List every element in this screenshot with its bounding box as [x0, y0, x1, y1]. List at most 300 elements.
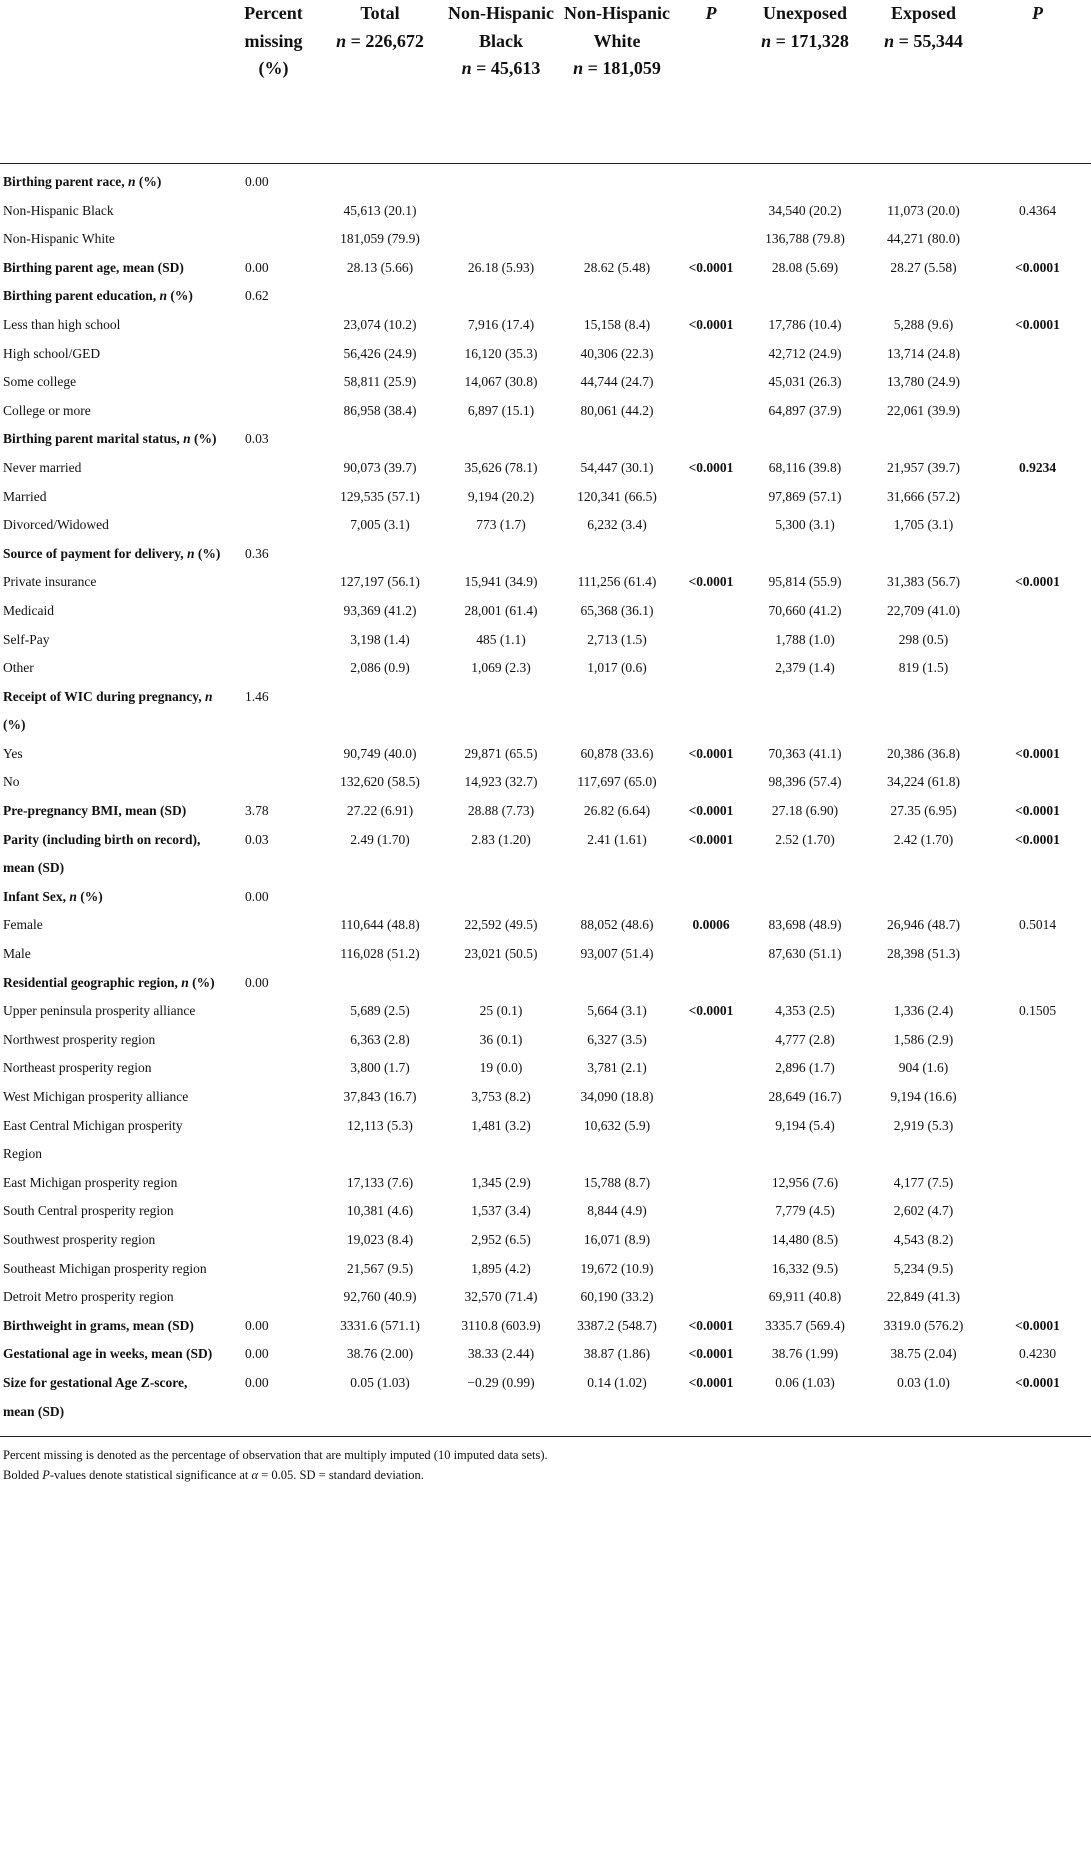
cell-exposed: [863, 683, 984, 740]
row-label: East Central Michigan prosperity Region: [3, 1117, 183, 1162]
table-row: [0, 340, 1091, 369]
cell-non-hispanic-black: 1,345 (2.9): [471, 1174, 531, 1190]
cell-non-hispanic-white: 6,232 (3.4): [587, 517, 647, 533]
cell-unexposed: 17,786 (10.4): [768, 316, 842, 332]
cell-non-hispanic-white: 6,327 (3.5): [587, 1031, 647, 1047]
cell-total: 17,133 (7.6): [346, 1174, 414, 1190]
header-non-hispanic-white: [559, 0, 675, 164]
cell-percent-missing: [230, 454, 317, 483]
cell-p-value-race: [675, 626, 747, 655]
cell-non-hispanic-white: 28.62 (5.48): [583, 259, 651, 275]
cell-non-hispanic-black: [443, 425, 559, 454]
cell-p-value-race: <0.0001: [688, 316, 734, 332]
table-row: [0, 1026, 1091, 1055]
cell-total: 129,535 (57.1): [340, 488, 420, 504]
row-label: Southeast Michigan prosperity region: [3, 1260, 207, 1276]
row-label: No: [3, 774, 20, 790]
cell-non-hispanic-black: 38.33 (2.44): [467, 1346, 535, 1362]
cell-percent-missing: [230, 911, 317, 940]
cell-total: 127,197 (56.1): [340, 574, 420, 590]
cell-p-value-race: <0.0001: [688, 459, 734, 475]
row-label: Other: [3, 660, 34, 676]
cell-non-hispanic-white: 2,713 (1.5): [587, 631, 647, 647]
table-row-variable: [0, 282, 1091, 311]
cell-non-hispanic-white: 80,061 (44.2): [580, 402, 654, 418]
cell-p-value-race: [675, 1026, 747, 1055]
cell-unexposed: 5,300 (3.1): [775, 517, 835, 533]
cell-p-value-race: [675, 1169, 747, 1198]
cell-non-hispanic-black: 6,897 (15.1): [467, 402, 535, 418]
cell-total: 86,958 (38.4): [343, 402, 417, 418]
cell-unexposed: 0.06 (1.03): [747, 1369, 863, 1437]
row-label: Married: [3, 488, 47, 504]
table-row-variable: [0, 683, 1091, 740]
cell-unexposed: 9,194 (5.4): [775, 1117, 835, 1133]
cell-non-hispanic-white: 117,697 (65.0): [577, 774, 657, 790]
cell-p-value-race: <0.0001: [688, 831, 734, 847]
cell-exposed: [863, 164, 984, 197]
cell-unexposed: 42,712 (24.9): [768, 345, 842, 361]
row-label: Less than high school: [3, 316, 121, 332]
cell-non-hispanic-white: [559, 197, 675, 226]
row-label: College or more: [3, 402, 91, 418]
table-row: [0, 483, 1091, 512]
header-white-n: n = 181,059: [573, 58, 661, 78]
cell-p-value-exposure: 0.9234: [1018, 459, 1057, 475]
cell-non-hispanic-black: 25 (0.1): [479, 1003, 523, 1019]
table-row-variable: [0, 1312, 1091, 1341]
cell-percent-missing: [230, 568, 317, 597]
cell-exposed: 4,177 (7.5): [893, 1174, 954, 1190]
header-non-hispanic-black: [443, 0, 559, 164]
cell-p-value-exposure: [984, 511, 1091, 540]
header-exposed-label: Exposed: [890, 3, 957, 23]
cell-non-hispanic-black: 1,481 (3.2): [471, 1117, 531, 1133]
cell-non-hispanic-black: 28.88 (7.73): [467, 803, 535, 819]
row-label: West Michigan prosperity alliance: [3, 1089, 189, 1104]
cell-p-value-race: [675, 368, 747, 397]
cell-p-value-race: <0.0001: [675, 1369, 747, 1437]
cell-p-value-exposure: <0.0001: [1015, 259, 1060, 275]
cell-non-hispanic-white: [559, 969, 675, 998]
header-total: [317, 0, 443, 164]
cell-p-value-race: [675, 883, 747, 912]
cell-non-hispanic-black: 19 (0.0): [479, 1060, 523, 1076]
cell-p-value-race: [675, 483, 747, 512]
cell-p-value-race: [675, 164, 747, 197]
row-label: Birthweight in grams, mean (SD): [3, 1317, 194, 1333]
table-row-variable: [0, 1340, 1091, 1369]
cell-p-value-exposure: [984, 282, 1091, 311]
row-label: High school/GED: [3, 345, 101, 361]
header-exposed: [863, 0, 984, 164]
cell-total: [317, 282, 443, 311]
cell-exposed: 298 (0.5): [898, 631, 949, 647]
cell-percent-missing: 0.00: [245, 174, 269, 189]
cell-non-hispanic-black: 29,871 (65.5): [464, 745, 538, 761]
cell-total: 3,800 (1.7): [350, 1060, 410, 1076]
cell-non-hispanic-white: 38.87 (1.86): [583, 1346, 651, 1362]
cell-non-hispanic-white: [559, 540, 675, 569]
cell-non-hispanic-black: [443, 225, 559, 254]
cell-total: 110,644 (48.8): [340, 917, 420, 933]
cell-percent-missing: [230, 1226, 317, 1255]
cell-exposed: 819 (1.5): [898, 660, 949, 676]
cell-p-value-race: [675, 340, 747, 369]
cell-p-value-exposure: [984, 883, 1091, 912]
cell-p-value-race: 0.0006: [692, 917, 730, 933]
row-label: Never married: [3, 459, 82, 475]
table-row: [0, 1083, 1091, 1112]
cell-percent-missing: [230, 768, 317, 797]
cell-non-hispanic-white: 16,071 (8.9): [583, 1231, 651, 1247]
cell-exposed: 22,709 (41.0): [886, 602, 961, 618]
footnote-missing: Percent missing is denoted as the percentage of observation that are multiply imputed (10 imputed data sets).: [3, 1448, 548, 1463]
cell-non-hispanic-white: 3387.2 (548.7): [577, 1317, 657, 1333]
table-row: [0, 654, 1091, 683]
cell-p-value-exposure: <0.0001: [984, 1369, 1091, 1437]
cell-exposed: [863, 282, 984, 311]
cell-unexposed: [747, 540, 863, 569]
table-row: [0, 225, 1091, 254]
cell-exposed: 0.03 (1.0): [863, 1369, 984, 1437]
cell-non-hispanic-white: 44,744 (24.7): [580, 374, 654, 390]
cell-unexposed: [747, 683, 863, 740]
cell-non-hispanic-white: 8,844 (4.9): [587, 1203, 647, 1219]
cell-p-value-exposure: [984, 425, 1091, 454]
cell-non-hispanic-black: 23,021 (50.5): [464, 946, 538, 962]
cell-total: [317, 425, 443, 454]
row-label: Detroit Metro prosperity region: [3, 1289, 174, 1305]
cell-exposed: [863, 883, 984, 912]
cell-exposed: 28.27 (5.58): [890, 259, 957, 275]
cell-percent-missing: [230, 740, 317, 769]
cell-percent-missing: 0.62: [245, 288, 269, 304]
cell-non-hispanic-black: 2.83 (1.20): [471, 831, 531, 847]
cell-total: [317, 883, 443, 912]
cell-total: 56,426 (24.9): [343, 345, 417, 361]
header-total-n: n = 226,672: [336, 30, 424, 51]
cell-total: 2,086 (0.9): [350, 660, 410, 676]
cell-p-value-race: <0.0001: [688, 803, 734, 819]
cell-p-value-exposure: <0.0001: [1015, 574, 1060, 590]
cell-p-value-exposure: [984, 1054, 1091, 1083]
cell-non-hispanic-white: 120,341 (66.5): [577, 488, 657, 504]
cell-unexposed: [747, 969, 863, 998]
cell-non-hispanic-black: 14,067 (30.8): [464, 374, 538, 390]
header-characteristic: [0, 0, 230, 164]
cell-p-value-exposure: [984, 626, 1091, 655]
cell-non-hispanic-black: 3,753 (8.2): [471, 1089, 531, 1104]
cell-p-value-exposure: 0.1505: [1018, 1003, 1057, 1019]
cell-exposed: [863, 425, 984, 454]
cell-exposed: 13,780 (24.9): [886, 374, 961, 390]
table-row: [0, 740, 1091, 769]
cell-unexposed: 64,897 (37.9): [768, 402, 842, 418]
cell-total: 3,198 (1.4): [350, 631, 410, 647]
cell-p-value-exposure: [984, 1255, 1091, 1284]
cell-p-value-exposure: [984, 397, 1091, 426]
cell-p-value-exposure: <0.0001: [1015, 803, 1060, 819]
cell-non-hispanic-black: 32,570 (71.4): [464, 1289, 538, 1305]
cell-non-hispanic-white: [559, 683, 675, 740]
cell-exposed: 44,271 (80.0): [886, 231, 961, 247]
cell-exposed: 26,946 (48.7): [886, 917, 961, 933]
cell-percent-missing: [230, 1054, 317, 1083]
cell-non-hispanic-white: 60,190 (33.2): [580, 1289, 654, 1305]
cell-p-value-exposure: [984, 340, 1091, 369]
cell-non-hispanic-black: 773 (1.7): [476, 517, 526, 533]
cell-exposed: 34,224 (61.8): [886, 774, 961, 790]
cell-non-hispanic-black: [443, 683, 559, 740]
cell-non-hispanic-white: 15,788 (8.7): [583, 1174, 651, 1190]
row-label: Parity (including birth on record), mean (SD): [3, 831, 201, 876]
cell-exposed: 2,919 (5.3): [893, 1117, 954, 1133]
cell-total: [317, 969, 443, 998]
cell-non-hispanic-black: 485 (1.1): [476, 631, 526, 647]
cell-unexposed: 3335.7 (569.4): [765, 1317, 845, 1333]
header-unexposed-label: Unexposed: [762, 3, 847, 23]
table-row: [0, 997, 1091, 1026]
cell-non-hispanic-black: [443, 164, 559, 197]
cell-p-value-race: <0.0001: [688, 1003, 734, 1019]
cell-p-value-race: [675, 768, 747, 797]
cell-non-hispanic-black: 26.18 (5.93): [467, 259, 535, 275]
cell-exposed: 31,383 (56.7): [886, 574, 961, 590]
table-row-variable: [0, 826, 1091, 883]
cell-unexposed: 70,363 (41.1): [768, 745, 842, 761]
cell-unexposed: 14,480 (8.5): [771, 1231, 839, 1247]
cell-non-hispanic-black: [443, 969, 559, 998]
cell-unexposed: 45,031 (26.3): [768, 374, 842, 390]
table-row: [0, 568, 1091, 597]
cell-non-hispanic-black: 2,952 (6.5): [471, 1231, 531, 1247]
cell-non-hispanic-black: 28,001 (61.4): [464, 602, 538, 618]
table-row-variable: [0, 540, 1091, 569]
cell-exposed: 28,398 (51.3): [886, 946, 961, 962]
cell-exposed: 20,386 (36.8): [886, 745, 961, 761]
table-row: [0, 368, 1091, 397]
header-percent-missing: Percent missing (%): [230, 0, 317, 164]
cell-p-value-race: [675, 1197, 747, 1226]
table-row: [0, 397, 1091, 426]
cell-p-value-exposure: [984, 1026, 1091, 1055]
cell-percent-missing: 3.78: [245, 803, 269, 819]
cell-exposed: [863, 540, 984, 569]
cell-p-value-exposure: 0.4230: [1018, 1346, 1057, 1362]
row-label: Pre-pregnancy BMI, mean (SD): [3, 803, 187, 819]
cell-p-value-exposure: [984, 654, 1091, 683]
row-label: Northeast prosperity region: [3, 1060, 152, 1076]
table-row: [0, 597, 1091, 626]
cell-p-value-race: [675, 197, 747, 226]
table-row: [0, 511, 1091, 540]
cell-total: 28.13 (5.66): [346, 259, 414, 275]
cell-non-hispanic-black: 35,626 (78.1): [464, 459, 538, 475]
header-exposed-n: n = 55,344: [884, 30, 963, 51]
table-body: [0, 164, 1091, 1437]
cell-unexposed: 98,396 (57.4): [768, 774, 842, 790]
cell-p-value-race: [675, 1112, 747, 1169]
cell-unexposed: 2,896 (1.7): [775, 1060, 835, 1076]
cell-p-value-exposure: [984, 164, 1091, 197]
cell-percent-missing: [230, 197, 317, 226]
row-label: Birthing parent age, mean (SD): [3, 259, 184, 275]
cell-p-value-race: [675, 683, 747, 740]
row-label: Receipt of WIC during pregnancy, n (%): [3, 688, 213, 733]
cell-unexposed: 4,777 (2.8): [775, 1031, 835, 1047]
cell-unexposed: 87,630 (51.1): [768, 946, 842, 962]
cell-exposed: 1,586 (2.9): [893, 1031, 954, 1047]
cell-p-value-exposure: [984, 1283, 1091, 1312]
cell-percent-missing: [230, 483, 317, 512]
cell-non-hispanic-white: [559, 883, 675, 912]
cell-non-hispanic-white: 93,007 (51.4): [580, 946, 654, 962]
footnote-significance: Bolded P-values denote statistical significance at α = 0.05. SD = standard deviation.: [3, 1468, 424, 1483]
cell-exposed: 5,288 (9.6): [893, 316, 954, 332]
cell-percent-missing: [230, 1283, 317, 1312]
table-row: [0, 311, 1091, 340]
table-row-variable: [0, 164, 1091, 197]
cell-exposed: 1,336 (2.4): [893, 1003, 954, 1019]
cell-p-value-race: [675, 1226, 747, 1255]
cell-percent-missing: [230, 997, 317, 1026]
cell-non-hispanic-black: [443, 883, 559, 912]
table-row-variable: [0, 797, 1091, 826]
cell-p-value-race: [675, 225, 747, 254]
cell-exposed: 904 (1.6): [898, 1060, 949, 1076]
table-row: [0, 1054, 1091, 1083]
table-row: [0, 454, 1091, 483]
row-label: Private insurance: [3, 574, 97, 590]
cell-exposed: 9,194 (16.6): [890, 1089, 957, 1104]
cell-total: 132,620 (58.5): [340, 774, 420, 790]
cell-p-value-race: [675, 1255, 747, 1284]
header-unexposed: [747, 0, 863, 164]
cell-non-hispanic-white: [559, 164, 675, 197]
table-row-variable: [0, 883, 1091, 912]
cell-total: 19,023 (8.4): [346, 1231, 414, 1247]
cell-total: 7,005 (3.1): [350, 517, 410, 533]
cell-total: 27.22 (6.91): [346, 803, 414, 819]
cell-non-hispanic-black: 9,194 (20.2): [467, 488, 535, 504]
cell-total: [317, 683, 443, 740]
cell-non-hispanic-black: 7,916 (17.4): [467, 316, 535, 332]
header-unexposed-n: n = 171,328: [761, 30, 849, 51]
cell-percent-missing: [230, 1026, 317, 1055]
cell-p-value-exposure: [984, 540, 1091, 569]
row-label: Birthing parent race, n (%): [3, 174, 162, 189]
cell-p-value-exposure: [984, 969, 1091, 998]
cell-non-hispanic-white: [559, 225, 675, 254]
cell-p-value-race: [675, 425, 747, 454]
cell-exposed: 1,705 (3.1): [893, 517, 954, 533]
cell-percent-missing: 0.00: [230, 1369, 317, 1437]
cell-unexposed: 2,379 (1.4): [775, 660, 835, 676]
cell-non-hispanic-white: 60,878 (33.6): [580, 745, 654, 761]
cell-p-value-exposure: [984, 225, 1091, 254]
cell-p-value-race: <0.0001: [688, 259, 734, 275]
cell-percent-missing: [230, 1197, 317, 1226]
cell-p-value-race: <0.0001: [688, 1317, 734, 1333]
cell-p-value-race: <0.0001: [688, 745, 734, 761]
cell-exposed: 2.42 (1.70): [893, 831, 954, 847]
cell-p-value-exposure: [984, 683, 1091, 740]
cell-percent-missing: [230, 1112, 317, 1169]
cell-total: 90,749 (40.0): [343, 745, 417, 761]
cell-p-value-exposure: 0.4364: [1018, 202, 1057, 218]
cell-unexposed: 68,116 (39.8): [768, 459, 842, 475]
cell-p-value-race: [675, 654, 747, 683]
cell-non-hispanic-white: [559, 425, 675, 454]
cell-non-hispanic-white: [559, 282, 675, 311]
cell-non-hispanic-black: 1,537 (3.4): [471, 1203, 531, 1219]
cell-non-hispanic-black: 1,069 (2.3): [471, 660, 531, 676]
cell-non-hispanic-white: 34,090 (18.8): [580, 1089, 654, 1104]
cell-p-value-race: [675, 969, 747, 998]
cell-total: 3331.6 (571.1): [340, 1317, 420, 1333]
cell-percent-missing: [230, 368, 317, 397]
table-row-variable: [0, 1369, 1091, 1437]
cell-p-value-race: [675, 597, 747, 626]
cell-percent-missing: [230, 626, 317, 655]
table-row: [0, 1283, 1091, 1312]
cell-non-hispanic-white: 2.41 (1.61): [587, 831, 647, 847]
cell-percent-missing: [230, 511, 317, 540]
cell-p-value-exposure: <0.0001: [1015, 745, 1060, 761]
cell-unexposed: 12,956 (7.6): [771, 1174, 839, 1190]
header-p-exposure-label: P: [1032, 3, 1043, 23]
cell-total: 93,369 (41.2): [343, 602, 417, 618]
cell-non-hispanic-white: 54,447 (30.1): [580, 459, 654, 475]
cell-p-value-race: [675, 511, 747, 540]
table-row: [0, 768, 1091, 797]
table-row: [0, 911, 1091, 940]
cell-exposed: 13,714 (24.8): [886, 345, 961, 361]
cell-unexposed: 28,649 (16.7): [768, 1089, 842, 1104]
row-label: Residential geographic region, n (%): [3, 974, 215, 990]
cell-non-hispanic-white: 10,632 (5.9): [583, 1117, 651, 1133]
row-label: Upper peninsula prosperity alliance: [3, 1003, 196, 1019]
cell-total: 0.05 (1.03): [317, 1369, 443, 1437]
cell-percent-missing: [230, 340, 317, 369]
cell-total: 92,760 (40.9): [343, 1289, 417, 1305]
cell-p-value-race: [675, 1283, 747, 1312]
cell-exposed: 22,061 (39.9): [886, 402, 961, 418]
row-label: Birthing parent marital status, n (%): [3, 431, 217, 447]
cell-unexposed: [747, 425, 863, 454]
cell-percent-missing: 0.00: [245, 1317, 269, 1333]
table-row: [0, 940, 1091, 969]
cell-percent-missing: [230, 311, 317, 340]
table-row: [0, 197, 1091, 226]
cell-total: 181,059 (79.9): [340, 231, 420, 247]
cell-non-hispanic-white: 88,052 (48.6): [580, 917, 654, 933]
cell-non-hispanic-black: −0.29 (0.99): [443, 1369, 559, 1437]
table-row: [0, 1226, 1091, 1255]
table-row-variable: [0, 969, 1091, 998]
cell-exposed: 38.75 (2.04): [890, 1346, 957, 1362]
cell-p-value-race: [675, 940, 747, 969]
cell-p-value-exposure: [984, 1197, 1091, 1226]
cell-percent-missing: 1.46: [245, 688, 269, 704]
cell-percent-missing: 0.00: [245, 974, 269, 990]
cell-p-value-exposure: [984, 597, 1091, 626]
cell-exposed: 5,234 (9.5): [893, 1260, 954, 1276]
cell-unexposed: 97,869 (57.1): [768, 488, 842, 504]
cell-unexposed: [747, 883, 863, 912]
row-label: Gestational age in weeks, mean (SD): [3, 1346, 213, 1362]
